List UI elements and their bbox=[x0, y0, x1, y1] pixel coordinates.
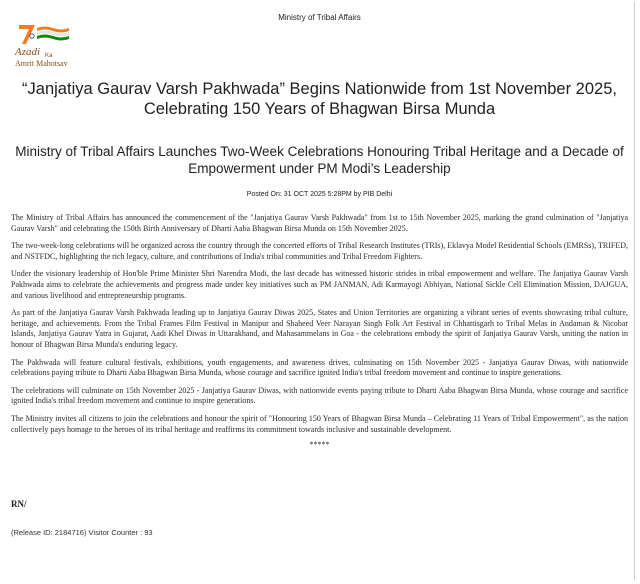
release-id-visitor-counter: (Release ID: 2184716) Visitor Counter : 93 bbox=[11, 528, 153, 537]
svg-text:Ka: Ka bbox=[45, 53, 53, 59]
azadi-ka-amrit-mahotsav-logo bbox=[13, 22, 93, 70]
paragraph-4: As part of the Janjatiya Gaurav Varsh Pakhwada leading up to Janjatiya Gaurav Diwas 2025, States and Union Territories are organizing a vibrant series of events showcasing tribal culture, heritage, and achievements. From the Tribal Frames Film Festival in Manipur and Shaheed Veer Narayan Singh Folk Art Festival in Chhattisgarh to Tribal Melas in Andaman & Nicobar Islands, Janjatiya Gaurav Yatra in Gujarat, Aadi Khel Diwas in Uttarakhand, and Mahasammelans in Goa - the celebrations embody the spirit of Janjatiya Gaurav Varsh, uniting the nation in honour of Bhagwan Birsa Munda's enduring legacy. bbox=[11, 308, 628, 349]
logo-text-azadi: Azadi bbox=[15, 46, 41, 58]
paragraph-3: Under the visionary leadership of Hon'ble Prime Minister Shri Narendra Modi, the last decade has witnessed historic strides in tribal empowerment and welfare. The Janjatiya Gaurav Varsh Pakhwada aims to celebrate the achievements and progress made under key initiatives such as PM JANMAN, Adi Karmayogi Abhiyan, National Sickle Cell Elimination Mission, DAJGUA, and various livelihood and entrepreneurship programs. bbox=[11, 269, 628, 300]
paragraph-5: The Pakhwada will feature cultural festivals, exhibitions, youth engagements, and awareness drives, culminating on 15th November 2025 - Janjatiya Gaurav Diwas, with nationwide celebrations paying tribute to Dharti Aaba Bhagwan Birsa Munda, whose courage and sacrifice ignited India's tribal freedom movement and continue to inspire generations. bbox=[11, 357, 628, 378]
article-subtitle: Ministry of Tribal Affairs Launches Two-Week Celebrations Honouring Tribal Heritage and a Decade of Empowerment under PM Modi’s Leadership bbox=[15, 144, 624, 176]
rn-signoff: RN/ bbox=[11, 499, 27, 509]
paragraph-7: The Ministry invites all citizens to join the celebrations and honour the spirit of "Honouring 150 Years of Bhagwan Birsa Munda – Celebrating 11 Years of Tribal Empowerment", as the nation collectively pays homage to the heroes of its tribal heritage and reaffirms its commitment towards inclusive and sustainable development. bbox=[11, 413, 628, 434]
article-body bbox=[11, 213, 628, 451]
svg-text:Amrit Mahotsav: Amrit Mahotsav bbox=[15, 59, 68, 68]
posted-on-line: Posted On: 31 OCT 2025 5:28PM by PIB Delhi bbox=[246, 191, 393, 198]
ministry-name: Ministry of Tribal Affairs bbox=[278, 13, 361, 22]
end-stars: ***** bbox=[309, 440, 330, 450]
press-release-page bbox=[5, 2, 635, 580]
paragraph-6: The celebrations will culminate on 15th November 2025 - Janjatiya Gaurav Diwas, with nationwide events paying tribute to Dharti Aaba Bhagwan Birsa Munda, whose courage and sacrifice ignited India's tribal freedom movement and continue to inspire generations. bbox=[11, 385, 628, 406]
article-title: “Janjatiya Gaurav Varsh Pakhwada” Begins Nationwide from 1st November 2025, Celebrating 150 Years of Bhagwan Birsa Munda bbox=[22, 80, 617, 118]
paragraph-1: The Ministry of Tribal Affairs has announced the commencement of the "Janjatiya Gaurav Varsh Pakhwada" from 1st to 15th November 2025, marking the grand culmination of "Janjatiya Gaurav Varsh" and celebrating the 150th Birth Anniversary of Dharti Aaba Bhagwan Birsa Munda on 15th November 2025. bbox=[11, 213, 628, 233]
paragraph-2: The two-week-long celebrations will be organized across the country through the concerted efforts of Tribal Research Institutes (TRIs), Eklavya Model Residential Schools (EMRSs), TRIFED, and NSTFDC, highlighting the rich legacy, culture, and contributions of India's tribal communities and Tribal Freedom Fighters. bbox=[11, 241, 628, 261]
